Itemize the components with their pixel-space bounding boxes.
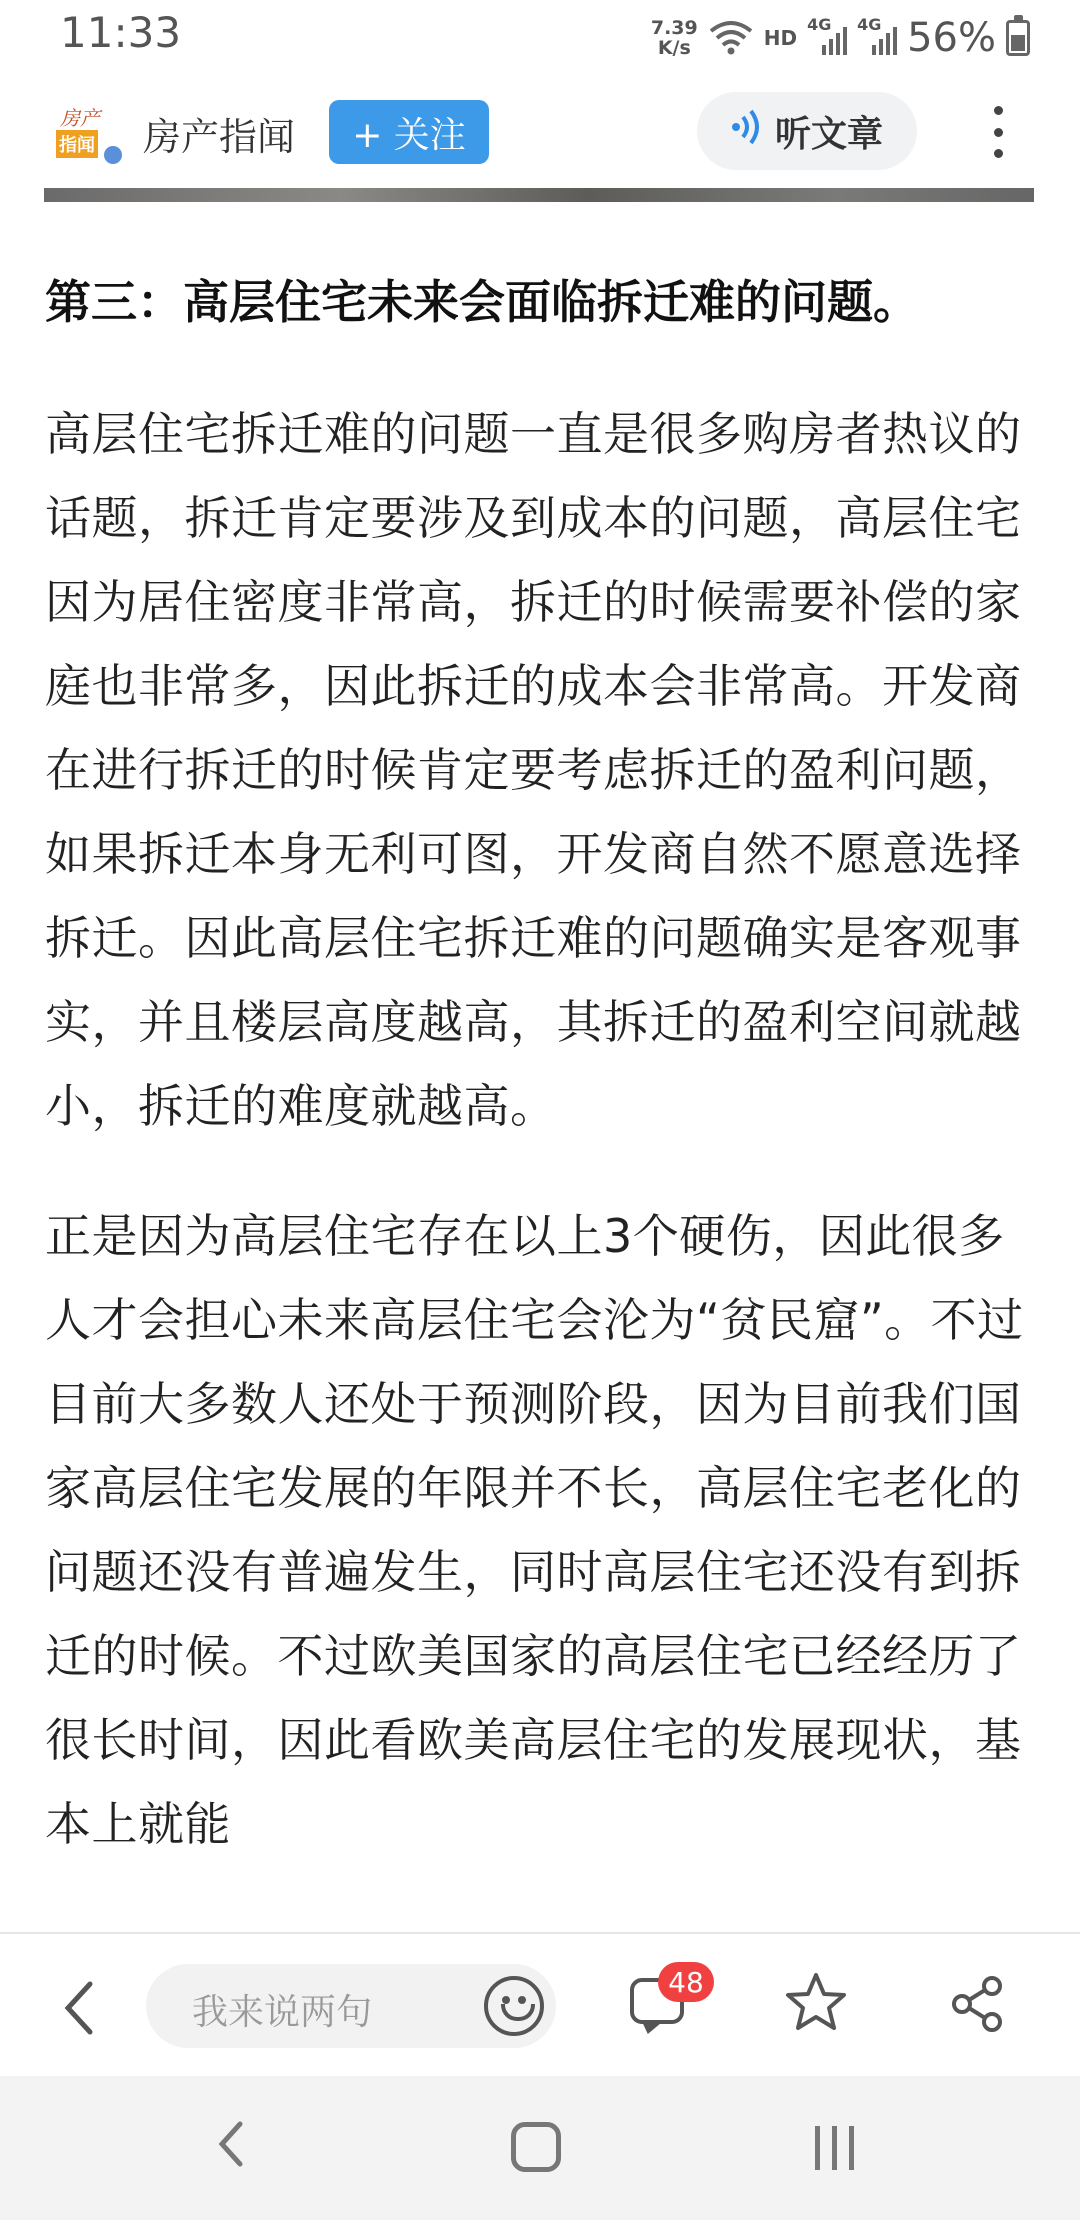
listen-article-button[interactable] (697, 92, 917, 170)
listen-article-label: 听文章 (774, 113, 883, 155)
smiley-icon[interactable] (484, 1976, 544, 2036)
article-paragraph: 正是因为高层住宅存在以上3个硬伤，因此很多人才会担心未来高层住宅会沦为“贫民窟”。不过目前大多数人还处于预测阶段，因为目前我们国家高层住宅发展的年限并不长，高层住宅老化的问题还没有普遍发生，同时高层住宅还没有到拆迁的时候。不过欧美国家的高层住宅已经经历了很长时间，因此看欧美高层住宅的发展现状，基本上就能 (45, 1209, 1024, 1851)
comment-bar (0, 1932, 1080, 2076)
network-type-label: 4G (807, 15, 832, 34)
comment-placeholder: 我来说两句 (192, 1992, 373, 2033)
article-header (0, 76, 1080, 186)
source-name[interactable]: 房产指闻 (143, 115, 296, 159)
article-paragraph: 高层住宅拆迁难的问题一直是很多购房者热议的话题，拆迁肯定要涉及到成本的问题，高层住宅因为居住密度非常高，拆迁的时候需要补偿的家庭也非常多，因此拆迁的成本会非常高。开发商在进行拆迁的时候肯定要考虑拆迁的盈利问题，如果拆迁本身无利可图，开发商自然不愿意选择拆迁。因此高层住宅拆迁难的问题确实是客观事实，并且楼层高度越高，其拆迁的盈利空间就越小，拆迁的难度就越高。 (45, 407, 1022, 1133)
verified-icon (102, 144, 124, 166)
back-button[interactable] (60, 1978, 100, 2038)
signal-icon (857, 15, 897, 55)
battery-percent: 56% (907, 15, 996, 61)
logo-text-bottom: 指闻 (56, 130, 98, 158)
network-speed (651, 18, 698, 58)
wifi-icon (708, 19, 754, 57)
nav-back-button[interactable] (212, 2112, 252, 2187)
star-icon[interactable] (784, 1970, 848, 2045)
audio-wave-icon (731, 109, 765, 154)
status-icons (651, 10, 1030, 66)
status-time: 11:33 (60, 8, 182, 57)
network-type-label: 4G (857, 15, 882, 34)
hd-indicator: HD (763, 26, 798, 50)
comment-count-badge: 48 (658, 1962, 714, 2002)
nav-home-button[interactable] (511, 2122, 561, 2172)
chevron-left-icon (60, 1978, 100, 2038)
nav-recents-button[interactable] (815, 2126, 854, 2170)
logo-text-top: 房产 (60, 106, 100, 130)
network-speed-value: 7.39 (650, 17, 698, 39)
article-image (44, 188, 1034, 202)
section-heading: 第三：高层住宅未来会面临拆迁难的问题。 (45, 275, 919, 329)
system-nav-bar (0, 2076, 1080, 2220)
source-avatar[interactable] (56, 100, 120, 164)
network-speed-unit: K/s (657, 37, 691, 59)
battery-icon (1006, 20, 1030, 56)
share-icon[interactable] (948, 1974, 1008, 2034)
chevron-left-icon (212, 2112, 252, 2176)
status-bar (0, 0, 1080, 76)
more-vertical-icon[interactable] (980, 106, 1016, 158)
comment-input[interactable] (146, 1964, 556, 2048)
follow-button[interactable]: + 关注 (329, 100, 489, 164)
article-body (45, 262, 1035, 1912)
signal-icon (807, 15, 847, 55)
